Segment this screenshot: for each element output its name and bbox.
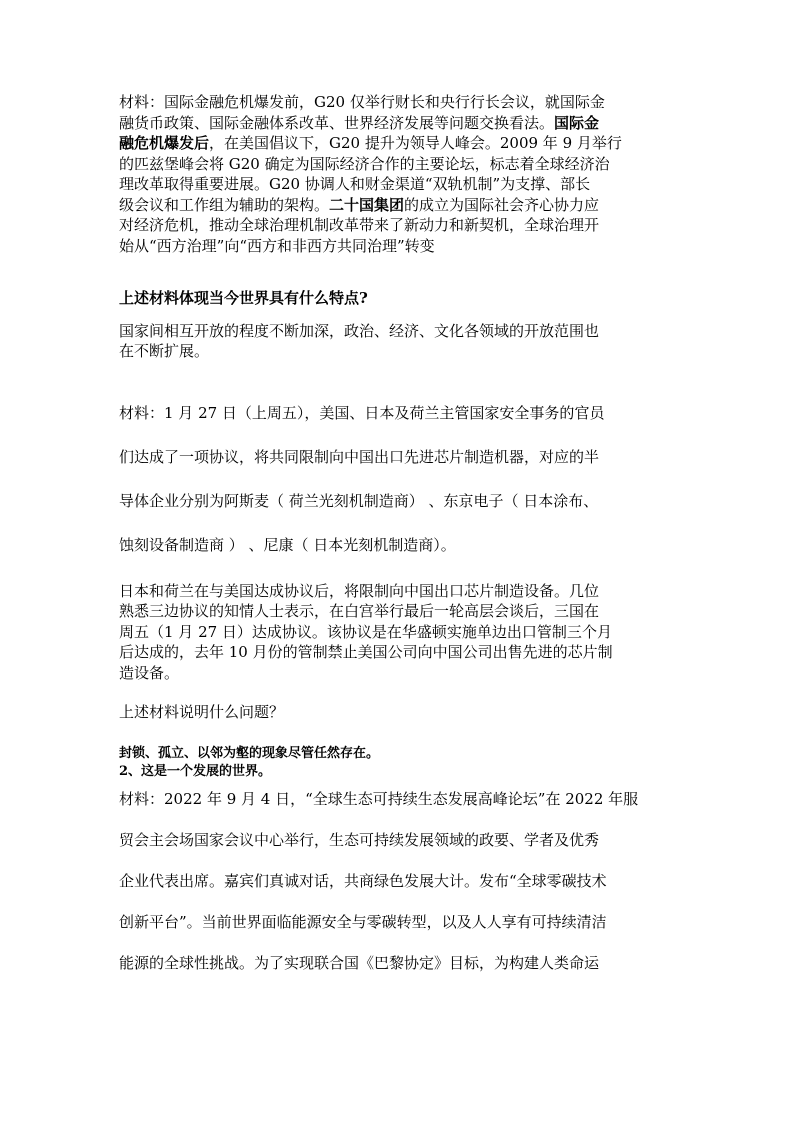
question-material-meaning: 上述材料说明什么问题？: [119, 703, 285, 721]
material-paragraph-chip-agreement: [119, 391, 684, 567]
paragraph-line: [119, 195, 684, 216]
paragraph-line: 后达成的，去年 10 月份的管制禁止美国公司向中国公司出售先进的芯片制: [119, 643, 613, 661]
material-paragraph-eco-forum: [119, 779, 684, 984]
answer-line: 国家间相互开放的程度不断加深，政治、经济、文化各领域的开放范围也: [119, 321, 600, 340]
paragraph-line: 造设备。: [119, 663, 180, 682]
paragraph-lines: [119, 92, 684, 256]
paragraph-line: 创新平台”。当前世界面临能源安全与零碳转型，以及人人享有可持续清洁: [119, 912, 607, 931]
paragraph-line: 导体企业分别为阿斯麦（ 荷兰光刻机制造商） 、东京电子（ 日本涂布、: [119, 491, 599, 510]
text-run: ，在美国倡议下，G20 提升为领导人峰会。2009 年 9 月举行: [209, 134, 622, 152]
answer-material-meaning: [119, 745, 684, 781]
paragraph-line: 企业代表出席。嘉宾们真诚对话，共商绿色发展大计。发布“全球零碳技术: [119, 871, 607, 890]
text-run: 材料：国际金融危机爆发前，G20 仅举行财长和央行行长会议，就国际金: [119, 93, 605, 111]
paragraph-line: [119, 113, 684, 134]
document-page: [119, 92, 684, 984]
answer-line: 在不断扩展。: [119, 342, 210, 360]
paragraph-line: 贸会主会场国家会议中心举行，生态可持续发展领域的政要、学者及优秀: [119, 830, 600, 849]
text-run: 的成立为国际社会齐心协力应: [404, 195, 600, 214]
paragraph-line: [119, 92, 684, 113]
paragraph-line: [119, 154, 684, 175]
paragraph-line: 能源的全球性挑战。为了实现联合国《巴黎协定》目标，为构建人类命运: [119, 953, 600, 972]
paragraph-line: 熟悉三边协议的知情人士表示，在白宫举行最后一轮高层会谈后，三国在: [119, 602, 600, 620]
paragraph-line: 周五（1 月 27 日）达成协议。该协议是在华盛顿实施单边出口管制三个月: [119, 622, 612, 641]
paragraph-line: 材料：1 月 27 日（上周五），美国、日本及荷兰主管国家安全事务的官员: [119, 403, 605, 422]
paragraph-line: 蚀刻设备制造商 ） 、尼康（ 日本光刻机制造商）。: [119, 535, 456, 554]
text-run: 理改革取得重要进展。G20 协调人和财金渠道“双轨机制”为支撑、部长: [119, 175, 591, 193]
bold-text-run: 二十国集团: [329, 195, 405, 214]
paragraph-line: 日本和荷兰在与美国达成协议后，将限制向中国出口芯片制造设备。几位: [119, 581, 600, 600]
text-run: 始从“西方治理”向“西方和非西方共同治理”转变: [119, 236, 435, 255]
paragraph-line: [119, 133, 684, 154]
text-run: 对经济危机，推动全球治理机制改革带来了新动力和新契机，全球治理开: [119, 216, 600, 234]
question-world-features: 上述材料体现当今世界具有什么特点?: [119, 289, 368, 307]
material-paragraph-g20: [119, 92, 684, 256]
material-paragraph-export-control: [119, 581, 684, 684]
text-run: 融货币政策、国际金融体系改革、世界经济发展等问题交换看法。: [119, 113, 555, 132]
text-run: 的匹兹堡峰会将 G20 确定为国际经济合作的主要论坛，标志着全球经济治: [119, 154, 610, 173]
answer-world-features: [119, 321, 684, 362]
text-run: 级会议和工作组为辅助的架构。: [119, 195, 330, 214]
answer-line: 封锁、孤立、以邻为壑的现象尽管任然存在。: [119, 745, 380, 761]
answer-line: 2、这是一个发展的世界。: [119, 763, 272, 779]
bold-text-run: 融危机爆发后: [119, 134, 210, 152]
paragraph-line: [119, 215, 684, 236]
bold-text-run: 国际金: [554, 113, 600, 132]
paragraph-line: 材料：2022 年 9 月 4 日，“全球生态可持续生态发展高峰论坛”在 2022 年服: [119, 789, 639, 808]
paragraph-line: 们达成了一项协议，将共同限制向中国出口先进芯片制造机器，对应的半: [119, 447, 600, 466]
paragraph-line: [119, 174, 684, 195]
paragraph-line: [119, 236, 684, 257]
